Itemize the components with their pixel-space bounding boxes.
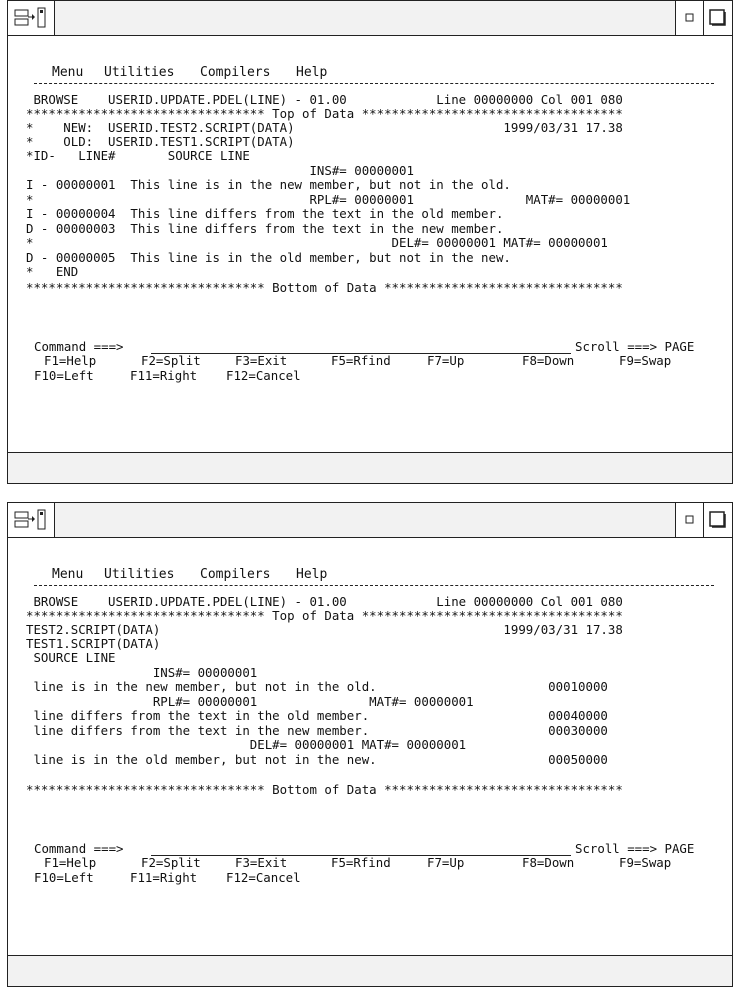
menu-separator [34, 83, 714, 84]
ispf-window-top [7, 0, 733, 484]
maximize-icon [704, 1, 732, 35]
fkey-f3-exit[interactable]: F3=Exit [235, 855, 288, 870]
menu-item-help[interactable]: Help [296, 65, 328, 80]
ispf-window-bottom [7, 502, 733, 987]
fkey-f9-swap[interactable]: F9=Swap [619, 353, 672, 368]
status-bar [8, 452, 732, 483]
minimize-button[interactable] [675, 503, 704, 537]
bottom-of-data-line: ******************************** Bottom of Data ******************************** [26, 782, 623, 797]
fkey-f5-rfind[interactable]: F5=Rfind [331, 353, 391, 368]
fkey-f10-left[interactable]: F10=Left [34, 368, 94, 383]
fkey-f2-split[interactable]: F2=Split [141, 353, 201, 368]
data-line: DEL#= 00000001 MAT#= 00000001 [26, 737, 467, 752]
session-switch-icon [8, 503, 54, 537]
data-line: line is in the new member, but not in the old. 00010000 [26, 679, 608, 694]
fkey-f9-swap[interactable]: F9=Swap [619, 855, 672, 870]
fkey-f12-cancel[interactable]: F12=Cancel [226, 870, 301, 885]
terminal-area [8, 36, 732, 453]
data-line: * END [26, 264, 79, 279]
maximize-icon [704, 503, 732, 537]
data-line: line differs from the text in the new member. 00030000 [26, 723, 608, 738]
data-line: I - 00000001 This line is in the new member, but not in the old. [26, 177, 511, 192]
session-switch-icon [8, 1, 54, 35]
menu-item-menu[interactable]: Menu [52, 567, 84, 582]
bottom-of-data-line: ******************************** Bottom of Data ******************************** [26, 280, 623, 295]
maximize-button[interactable] [703, 503, 732, 537]
new-member-line: TEST2.SCRIPT(DATA) 1999/03/31 17.38 [26, 622, 623, 637]
column-header-line: SOURCE LINE [26, 650, 116, 665]
command-label: Command ===> [34, 339, 124, 354]
data-line: D - 00000005 This line is in the old member, but not in the new. [26, 250, 511, 265]
top-of-data-line: ******************************** Top of Data *********************************** [26, 608, 623, 623]
data-line: D - 00000003 This line differs from the text in the new member. [26, 221, 504, 236]
title-bar [8, 1, 732, 36]
data-line: INS#= 00000001 [26, 665, 258, 680]
data-line: RPL#= 00000001 MAT#= 00000001 [26, 694, 474, 709]
menu-item-compilers[interactable]: Compilers [200, 65, 271, 80]
maximize-button[interactable] [703, 1, 732, 35]
browse-header-line: BROWSE USERID.UPDATE.PDEL(LINE) - 01.00 Line 00000000 Col 001 080 [26, 594, 623, 609]
fkey-f1-help[interactable]: F1=Help [44, 855, 97, 870]
minimize-icon [676, 503, 704, 537]
scroll-field[interactable]: Scroll ===> PAGE [575, 841, 695, 856]
fkey-f11-right[interactable]: F11=Right [130, 368, 198, 383]
top-of-data-line: ******************************** Top of Data *********************************** [26, 106, 623, 121]
command-input[interactable] [151, 841, 571, 856]
status-bar [8, 955, 732, 986]
menu-item-utilities[interactable]: Utilities [104, 65, 175, 80]
old-member-line: TEST1.SCRIPT(DATA) [26, 636, 161, 651]
data-line: INS#= 00000001 [26, 163, 414, 178]
fkey-f8-down[interactable]: F8=Down [522, 855, 575, 870]
data-line: line is in the old member, but not in the new. 00050000 [26, 752, 608, 767]
scroll-field[interactable]: Scroll ===> PAGE [575, 339, 695, 354]
menu-item-menu[interactable]: Menu [52, 65, 84, 80]
browse-header-line: BROWSE USERID.UPDATE.PDEL(LINE) - 01.00 Line 00000000 Col 001 080 [26, 92, 623, 107]
new-member-line: * NEW: USERID.TEST2.SCRIPT(DATA) 1999/03/31 17.38 [26, 120, 623, 135]
menu-separator [34, 585, 714, 586]
fkey-f10-left[interactable]: F10=Left [34, 870, 94, 885]
system-menu-button[interactable] [8, 1, 55, 35]
fkey-f1-help[interactable]: F1=Help [44, 353, 97, 368]
data-line: * RPL#= 00000001 MAT#= 00000001 [26, 192, 631, 207]
terminal-area [8, 538, 732, 956]
fkey-f7-up[interactable]: F7=Up [427, 353, 465, 368]
fkey-f8-down[interactable]: F8=Down [522, 353, 575, 368]
menu-item-compilers[interactable]: Compilers [200, 567, 271, 582]
minimize-icon [676, 1, 704, 35]
data-line: * DEL#= 00000001 MAT#= 00000001 [26, 235, 608, 250]
menu-item-utilities[interactable]: Utilities [104, 567, 175, 582]
data-line: I - 00000004 This line differs from the text in the old member. [26, 206, 504, 221]
fkey-f3-exit[interactable]: F3=Exit [235, 353, 288, 368]
title-bar [8, 503, 732, 538]
fkey-f11-right[interactable]: F11=Right [130, 870, 198, 885]
system-menu-button[interactable] [8, 503, 55, 537]
old-member-line: * OLD: USERID.TEST1.SCRIPT(DATA) [26, 134, 295, 149]
data-line: line differs from the text in the old member. 00040000 [26, 708, 608, 723]
fkey-f2-split[interactable]: F2=Split [141, 855, 201, 870]
minimize-button[interactable] [675, 1, 704, 35]
command-label: Command ===> [34, 841, 124, 856]
fkey-f5-rfind[interactable]: F5=Rfind [331, 855, 391, 870]
fkey-f12-cancel[interactable]: F12=Cancel [226, 368, 301, 383]
column-header-line: *ID- LINE# SOURCE LINE [26, 148, 250, 163]
menu-item-help[interactable]: Help [296, 567, 328, 582]
fkey-f7-up[interactable]: F7=Up [427, 855, 465, 870]
command-input[interactable] [151, 339, 571, 354]
